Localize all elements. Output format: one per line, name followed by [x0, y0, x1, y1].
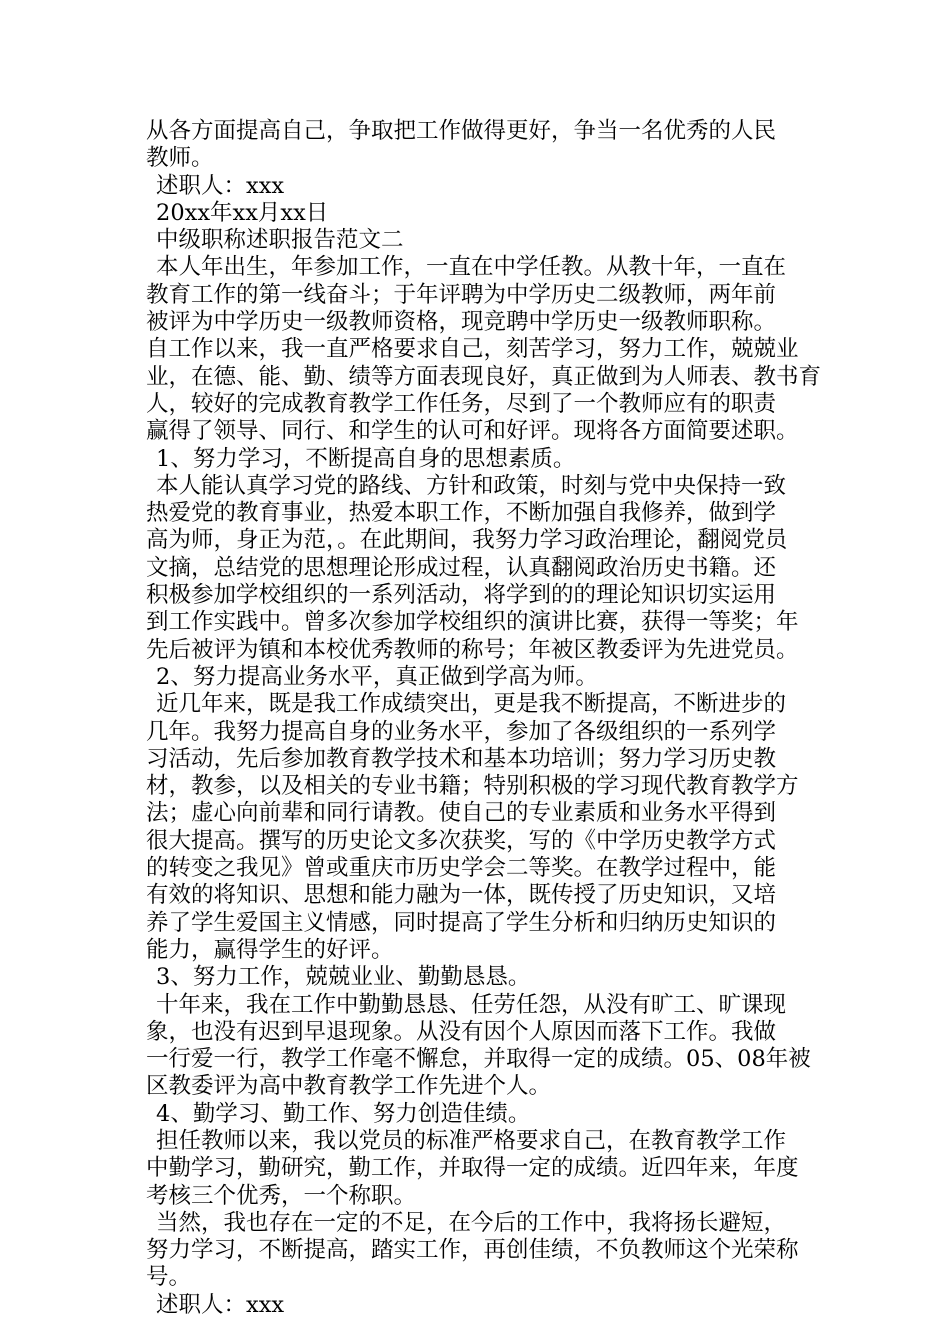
- date-line: 20xx年xx月xx日: [156, 199, 329, 226]
- signature-line: 述职人：xxx: [156, 172, 285, 199]
- text-line: 养了学生爱国主义情感，同时提高了学生分析和归纳历史知识的: [146, 909, 777, 936]
- text-line: 从各方面提高自己，争取把工作做得更好，争当一名优秀的人民: [146, 118, 777, 144]
- heading-4: 4、勤学习、勤工作、努力创造佳绩。: [156, 1100, 531, 1127]
- text-line: 材，教参，以及相关的专业书籍；特别积极的学习现代教育教学方: [146, 773, 799, 800]
- text-line: 法；虚心向前辈和同行请教。使自己的专业素质和业务水平得到: [146, 800, 777, 827]
- document-body: [146, 118, 826, 1319]
- text-line: 人，较好的完成教育教学工作任务，尽到了一个教师应有的职责: [146, 390, 777, 417]
- text-line: 自工作以来，我一直严格要求自己，刻苦学习，努力工作，兢兢业: [146, 336, 799, 363]
- text-line: 区教委评为高中教育教学工作先进个人。: [146, 1073, 552, 1100]
- text-line: 十年来，我在工作中勤勤恳恳、任劳任怨，从没有旷工、旷课现: [156, 991, 787, 1018]
- text-line: 赢得了领导、同行、和学生的认可和好评。现将各方面简要述职。: [146, 418, 799, 445]
- text-line: 热爱党的教育事业，热爱本职工作，不断加强自我修养，做到学: [146, 500, 777, 527]
- signature-line: 述职人：xxx: [156, 1291, 285, 1318]
- text-line: 中勤学习，勤研究，勤工作，并取得一定的成绩。近四年来，年度: [146, 1155, 799, 1182]
- text-line: 被评为中学历史一级教师资格，现竞聘中学历史一级教师职称。: [146, 309, 777, 336]
- text-line: 努力学习，不断提高，踏实工作，再创佳绩，不负教师这个光荣称: [146, 1237, 799, 1264]
- text-line: 一行爱一行，教学工作毫不懈怠，并取得一定的成绩。05、08年被: [146, 1046, 811, 1073]
- text-line: 几年。我努力提高自身的业务水平，参加了各级组织的一系列学: [146, 718, 777, 745]
- text-line: 本人年出生，年参加工作，一直在中学任教。从教十年，一直在: [156, 254, 787, 281]
- text-line: 高为师，身正为范，。在此期间，我努力学习政治理论，翻阅党员: [146, 527, 788, 554]
- section-title: 中级职称述职报告范文二: [156, 227, 404, 254]
- text-line: 的转变之我见》曾或重庆市历史学会二等奖。在教学过程中，能: [146, 855, 777, 882]
- text-line: 习活动，先后参加教育教学技术和基本功培训；努力学习历史教: [146, 745, 777, 772]
- text-line: 很大提高。撰写的历史论文多次获奖，写的《中学历史教学方式: [146, 827, 777, 854]
- text-line: 当然，我也存在一定的不足，在今后的工作中，我将扬长避短，: [156, 1209, 787, 1236]
- heading-2: 2、努力提高业务水平，真正做到学高为师。: [156, 663, 598, 690]
- text-line: 文摘，总结党的思想理论形成过程，认真翻阅政治历史书籍。还: [146, 554, 777, 581]
- text-line: 考核三个优秀，一个称职。: [146, 1182, 417, 1209]
- text-line: 业，在德、能、勤、绩等方面表现良好，真正做到为人师表、教书育: [146, 363, 822, 390]
- text-line: 有效的将知识、思想和能力融为一体，既传授了历史知识，又培: [146, 882, 777, 909]
- heading-3: 3、努力工作，兢兢业业、勤勤恳恳。: [156, 964, 531, 991]
- text-line: 号。: [146, 1264, 192, 1291]
- heading-1: 1、努力学习，不断提高自身的思想素质。: [156, 445, 576, 472]
- text-line: 教育工作的第一线奋斗；于年评聘为中学历史二级教师，两年前: [146, 281, 777, 308]
- text-line: 先后被评为镇和本校优秀教师的称号；年被区教委评为先进党员。: [146, 636, 799, 663]
- text-line: 到工作实践中。曾多次参加学校组织的演讲比赛，获得一等奖；年: [146, 609, 799, 636]
- text-line: 担任教师以来，我以党员的标准严格要求自己，在教育教学工作: [156, 1127, 787, 1154]
- text-line: 近几年来，既是我工作成绩突出，更是我不断提高，不断进步的: [156, 691, 787, 718]
- text-line: 教师。: [146, 145, 214, 172]
- text-line: 积极参加学校组织的一系列活动，将学到的的理论知识切实运用: [146, 582, 777, 609]
- text-line: 本人能认真学习党的路线、方针和政策，时刻与党中央保持一致: [156, 472, 787, 499]
- text-line: 象，也没有迟到早退现象。从没有因个人原因而落下工作。我做: [146, 1018, 777, 1045]
- text-line: 能力，赢得学生的好评。: [146, 936, 394, 963]
